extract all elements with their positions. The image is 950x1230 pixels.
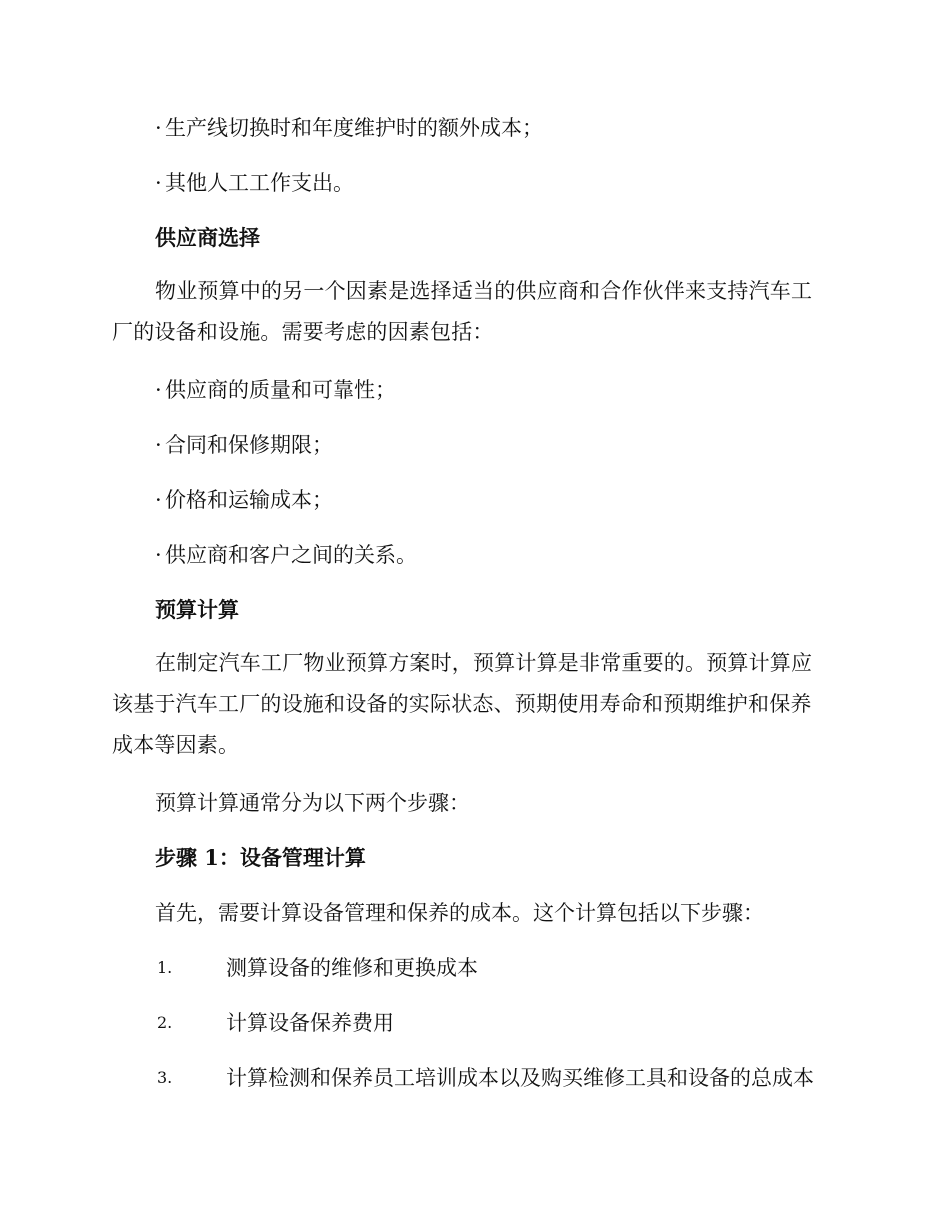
bullet-text: 生产线切换时和年度维护时的额外成本； xyxy=(165,116,543,140)
bullet-text: 供应商的质量和可靠性； xyxy=(165,378,396,402)
bullet-text: 供应商和客户之间的关系。 xyxy=(165,543,417,567)
bullet-symbol: · xyxy=(155,488,162,512)
section-heading: 供应商选择 xyxy=(155,225,260,250)
bullet-symbol: · xyxy=(155,543,162,567)
bullet-item xyxy=(155,541,417,569)
bullet-item xyxy=(155,169,354,197)
bullet-text: 合同和保修期限； xyxy=(165,433,333,457)
bullet-text: 其他人工工作支出。 xyxy=(165,171,354,195)
bullet-text: 价格和运输成本； xyxy=(165,488,333,512)
list-number: 2. xyxy=(157,1013,173,1032)
bullet-symbol: · xyxy=(155,378,162,402)
list-number: 1. xyxy=(157,958,173,977)
bullet-item xyxy=(155,486,333,514)
list-number: 3. xyxy=(157,1068,173,1087)
paragraph: 预算计算通常分为以下两个步骤： xyxy=(155,791,470,815)
section-heading: 预算计算 xyxy=(155,597,239,622)
bullet-symbol: · xyxy=(155,171,162,195)
list-item-text: 计算检测和保养员工培训成本以及购买维修工具和设备的总成本 xyxy=(226,1066,814,1090)
bullet-symbol: · xyxy=(155,433,162,457)
paragraph: 物业预算中的另一个因素是选择适当的供应商和合作伙伴来支持汽车工厂的设备和设施。需要考虑的因素包括： xyxy=(112,279,813,344)
step-heading: 步骤 1：设备管理计算 xyxy=(155,845,366,870)
paragraph: 在制定汽车工厂物业预算方案时，预算计算是非常重要的。预算计算应该基于汽车工厂的设施和设备的实际状态、预期使用寿命和预期维护和保养成本等因素。 xyxy=(112,651,813,757)
bullet-symbol: · xyxy=(155,116,162,140)
list-item-text: 计算设备保养费用 xyxy=(226,1011,394,1035)
bullet-item xyxy=(155,376,396,404)
list-item-text: 测算设备的维修和更换成本 xyxy=(226,956,478,980)
bullet-item xyxy=(155,431,333,459)
bullet-item xyxy=(155,114,543,142)
paragraph: 首先，需要计算设备管理和保养的成本。这个计算包括以下步骤： xyxy=(155,901,764,925)
